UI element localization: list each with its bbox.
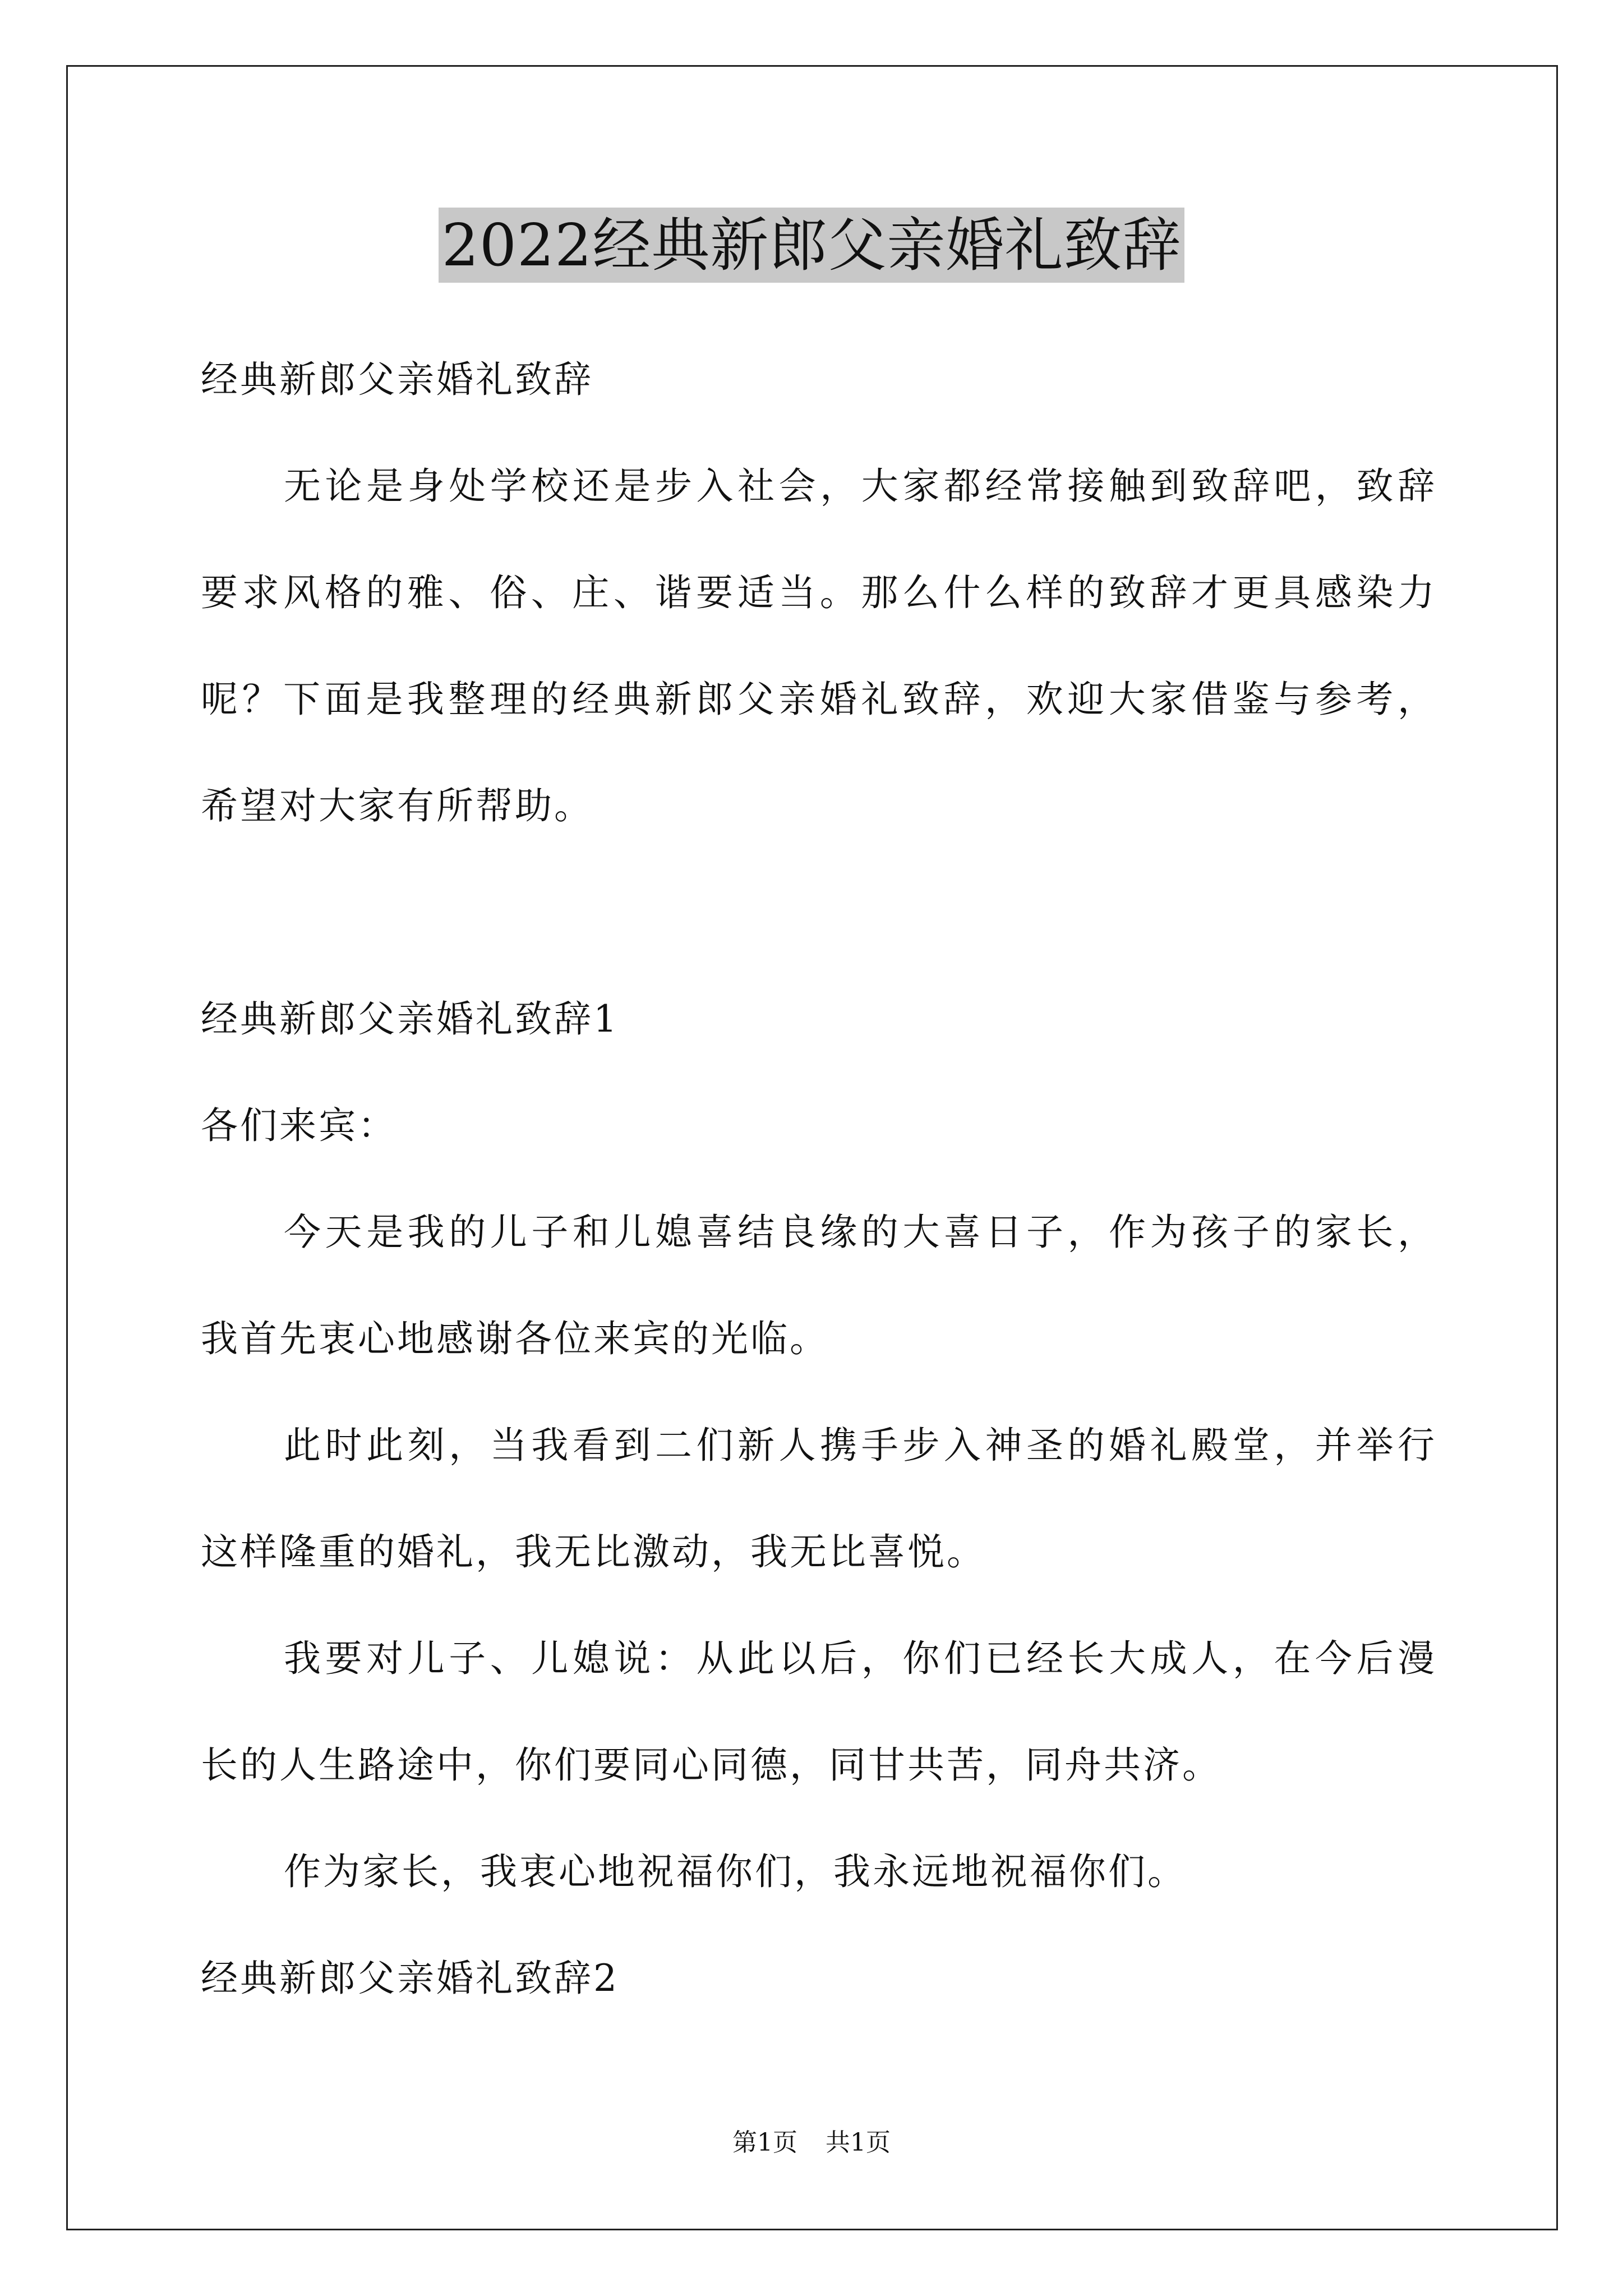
paragraph-line: 这样隆重的婚礼，我无比激动，我无比喜悦。 — [201, 1530, 986, 1573]
title-container — [0, 208, 1623, 283]
page-footer — [0, 2126, 1623, 2160]
salutation: 各们来宾： — [201, 1104, 397, 1147]
page-number: 第1页 — [732, 2128, 797, 2157]
paragraph-line: 无论是身处学校还是步入社会，大家都经常接触到致辞吧，致辞 — [284, 464, 1435, 508]
paragraph-line: 今天是我的儿子和儿媳喜结良缘的大喜日子，作为孩子的家长， — [284, 1211, 1435, 1254]
paragraph-line: 我要对儿子、儿媳说：从此以后，你们已经长大成人，在今后漫 — [284, 1637, 1435, 1680]
section-heading: 经典新郎父亲婚礼致辞1 — [201, 997, 619, 1041]
paragraph-line: 作为家长，我衷心地祝福你们，我永远地祝福你们。 — [284, 1850, 1187, 1893]
paragraph-line: 希望对大家有所帮助。 — [201, 784, 593, 827]
document-title: 2022经典新郎父亲婚礼致辞 — [439, 208, 1185, 283]
paragraph-line: 我首先衷心地感谢各位来宾的光临。 — [201, 1317, 829, 1360]
section-heading: 经典新郎父亲婚礼致辞 — [201, 358, 593, 401]
page-total: 共1页 — [826, 2128, 891, 2157]
paragraph-line: 要求风格的雅、俗、庄、谐要适当。那么什么样的致辞才更具感染力 — [201, 571, 1435, 614]
paragraph-line: 此时此刻，当我看到二们新人携手步入神圣的婚礼殿堂，并举行 — [284, 1424, 1435, 1467]
paragraph-line: 长的人生路途中，你们要同心同德，同甘共苦，同舟共济。 — [201, 1743, 1221, 1787]
paragraph-line: 呢？下面是我整理的经典新郎父亲婚礼致辞，欢迎大家借鉴与参考， — [201, 678, 1435, 721]
section-heading: 经典新郎父亲婚礼致辞2 — [201, 1957, 619, 2000]
